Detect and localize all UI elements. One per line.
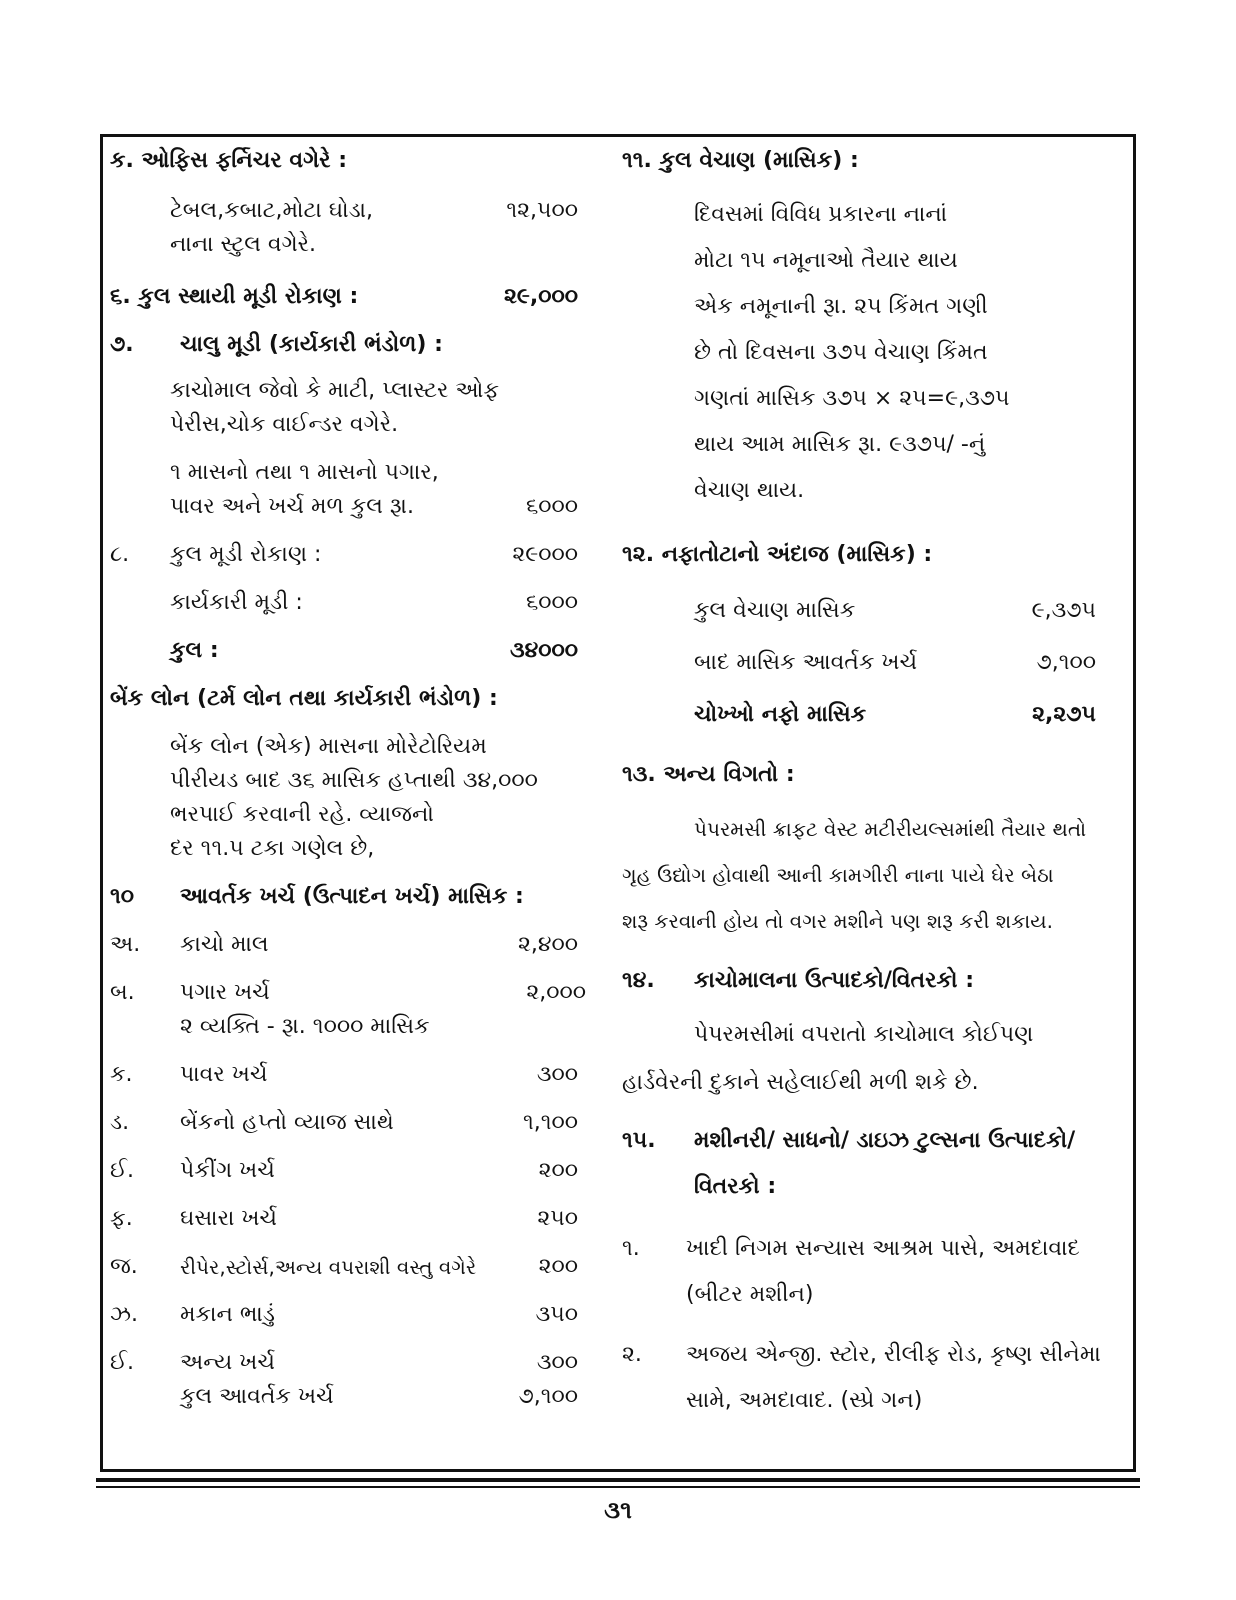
expense-label: પગાર ખર્ચ	[180, 980, 270, 1005]
footer-rule-thick	[96, 1478, 1140, 1482]
heading-working-capital: ચાલુ મૂડી (કાર્યકારી ભંડોળ) :	[180, 332, 443, 357]
heading-bank-loan: બેંક લોન (ટર્મ લોન તથા કાર્યકારી ભંડોળ) :	[110, 686, 498, 711]
expense-label: કાચો માલ	[180, 932, 269, 957]
details-paragraph-line: શરૂ કરવાની હોય તો વગર મશીને પણ શરૂ કરી શકાય.	[622, 909, 1053, 933]
suppliers-paragraph-line: પેપરમસીમાં વપરાતો કાચોમાલ કોઈપણ	[694, 1022, 1034, 1047]
heading-office-furniture: ક. ઓફિસ ફર્નિચર વગેરે :	[110, 148, 347, 173]
grand-total-amount: ૩૪૦૦૦	[509, 638, 578, 663]
expense-key: ઈ.	[110, 1350, 134, 1375]
profit-row-label: બાદ માસિક આવર્તક ખર્ચ	[694, 650, 918, 675]
supplier-2-line-2: સામે, અમદાવાદ. (સ્પ્રે ગન)	[686, 1388, 923, 1413]
sales-line: એક નમૂનાની રૂા. ૨૫ કિંમત ગણી	[694, 294, 988, 319]
heading-machinery-suppliers: મશીનરી/ સાધનો/ ડાઇઝ ટુલ્સના ઉત્પાદકો/	[694, 1128, 1076, 1153]
supplier-1-line-1: ખાદી નિગમ સન્યાસ આશ્રમ પાસે, અમદાવાદ	[686, 1236, 1080, 1261]
furniture-amount: ૧૨,૫૦૦	[506, 198, 578, 223]
expense-amount: ૨,૦૦૦	[526, 980, 586, 1005]
expense-amount: ૨૦૦	[538, 1254, 578, 1279]
expense-amount: ૨,૪૦૦	[517, 932, 578, 957]
wage-amount: ૬૦૦૦	[525, 494, 578, 519]
sales-line: છે તો દિવસના ૩૭૫ વેચાણ કિંમત	[694, 340, 988, 365]
expense-key: ક.	[110, 1062, 133, 1087]
heading-7-number: ૭.	[110, 332, 134, 357]
expense-label: પાવર ખર્ચ	[180, 1062, 268, 1087]
expense-key: ડ.	[110, 1110, 130, 1135]
raw-material-line-2: પેરીસ,ચોક વાઈન્ડર વગેરે.	[170, 412, 399, 437]
furniture-line-1: ટેબલ,કબાટ,મોટા ઘોડા,	[170, 198, 374, 223]
total-capital-label: કુલ મૂડી રોકાણ :	[170, 542, 322, 567]
expense-key: ઝ.	[110, 1302, 138, 1327]
supplier-1-line-2: (બીટર મશીન)	[686, 1282, 814, 1307]
expense-amount: ૩૦૦	[536, 1062, 578, 1087]
raw-material-line-1: કાચોમાલ જેવો કે માટી, પ્લાસ્ટર ઓફ	[170, 378, 500, 403]
suppliers-paragraph-line: હાર્ડવેરની દુકાને સહેલાઈથી મળી શકે છે.	[622, 1070, 979, 1095]
heading-15-number: ૧૫.	[622, 1128, 656, 1153]
supplier-2-line-1: અજય એન્જી. સ્ટોર, રીલીફ રોડ, કૃષ્ણ સીનેમા	[686, 1342, 1101, 1367]
wage-line-1: ૧ માસનો તથા ૧ માસનો પગાર,	[170, 460, 439, 485]
profit-row-amount: ૨,૨૭૫	[1032, 702, 1096, 727]
sales-line: ગણતાં માસિક ૩૭૫ × ૨૫=૯,૩૭૫	[694, 386, 1010, 411]
sales-line: થાય આમ માસિક રૂા. ૯૩૭૫/ -નું	[694, 432, 986, 457]
expense-label: અન્ય ખર્ચ	[180, 1350, 275, 1375]
working-capital-amount: ૬૦૦૦	[525, 590, 578, 615]
heading-recurring-expense: આવર્તક ખર્ચ (ઉત્પાદન ખર્ચ) માસિક :	[180, 884, 524, 909]
sales-line: દિવસમાં વિવિધ પ્રકારના નાનાં	[694, 202, 948, 227]
bank-loan-line-2: પીરીયડ બાદ ૩૬ માસિક હપ્તાથી ૩૪,૦૦૦	[170, 768, 538, 793]
bank-loan-line-4: દર ૧૧.૫ ટકા ગણેલ છે,	[170, 836, 375, 861]
expense-label: મકાન ભાડું	[180, 1302, 275, 1327]
working-capital-label: કાર્યકારી મૂડી :	[170, 590, 303, 615]
profit-row-label: કુલ વેચાણ માસિક	[694, 598, 856, 623]
heading-fixed-capital: ૬. કુલ સ્થાયી મૂડી રોકાણ :	[110, 284, 359, 309]
details-paragraph-line: ગૃહ ઉદ્યોગ હોવાથી આની કામગીરી નાના પાયે ઘેર બેઠા	[622, 863, 1054, 887]
heading-machinery-suppliers-cont: વિતરકો :	[694, 1174, 777, 1199]
profit-row-amount: ૯,૩૭૫	[1031, 598, 1096, 623]
page-number: ૩૧	[604, 1496, 632, 1524]
expense-key: બ.	[110, 980, 135, 1005]
expense-amount: ૧,૧૦૦	[522, 1110, 578, 1135]
heading-other-details: ૧૩. અન્ય વિગતો :	[622, 762, 795, 787]
profit-row-label: ચોખ્ખો નફો માસિક	[694, 702, 867, 727]
expense-key: અ.	[110, 932, 141, 957]
expense-key: ફ.	[110, 1206, 133, 1231]
heading-total-sales: ૧૧. કુલ વેચાણ (માસિક) :	[622, 148, 859, 173]
expense-key: જ.	[110, 1254, 138, 1279]
fixed-capital-amount: ૨૯,૦૦૦	[503, 284, 578, 309]
expense-sub-line: ૨ વ્યક્તિ - રૂા. ૧૦૦૦ માસિક	[180, 1014, 430, 1039]
sales-line: મોટા ૧૫ નમૂનાઓ તૈયાર થાય	[694, 248, 958, 273]
grand-total-label: કુલ :	[170, 638, 219, 663]
heading-14-number: ૧૪.	[622, 968, 655, 993]
heading-raw-material-suppliers: કાચોમાલના ઉત્પાદકો/વિતરકો :	[694, 968, 975, 993]
expense-label: રીપેર,સ્ટોર્સ,અન્ય વપરાશી વસ્તુ વગેરે	[180, 1255, 477, 1279]
heading-10-number: ૧૦	[110, 884, 135, 909]
furniture-line-2: નાના સ્ટુલ વગેરે.	[170, 232, 317, 257]
profit-row-amount: ૭,૧૦૦	[1036, 650, 1096, 675]
bank-loan-line-1: બેંક લોન (એક) માસના મોરેટોરિયમ	[170, 734, 487, 759]
expense-label: બેંકનો હપ્તો વ્યાજ સાથે	[180, 1110, 394, 1135]
expense-label: ઘસારા ખર્ચ	[180, 1206, 278, 1231]
recurring-total-amount: ૭,૧૦૦	[518, 1384, 578, 1409]
footer-rule-thin	[96, 1486, 1140, 1488]
expense-label: પેકીંગ ખર્ચ	[180, 1158, 275, 1183]
expense-amount: ૨૦૦	[538, 1158, 578, 1183]
supplier-2-number: ૨.	[622, 1342, 642, 1367]
supplier-1-number: ૧.	[622, 1236, 640, 1261]
sales-line: વેચાણ થાય.	[694, 478, 805, 503]
expense-amount: ૩૦૦	[536, 1350, 578, 1375]
total-capital-amount: ૨૯૦૦૦	[512, 542, 578, 567]
expense-key: ઈ.	[110, 1158, 134, 1183]
heading-8-number: ૮.	[110, 542, 130, 567]
bank-loan-line-3: ભરપાઈ કરવાની રહે. વ્યાજનો	[170, 802, 434, 827]
expense-amount: ૩૫૦	[535, 1302, 578, 1327]
recurring-total-label: કુલ આવર્તક ખર્ચ	[180, 1384, 334, 1409]
expense-amount: ૨૫૦	[537, 1206, 578, 1231]
details-paragraph-line: પેપરમસી ક્રાફટ વેસ્ટ મટીરીયલ્સમાંથી તૈયાર થતો	[694, 817, 1087, 841]
heading-profit-estimate: ૧૨. નફાતોટાનો અંદાજ (માસિક) :	[622, 542, 933, 567]
wage-line-2: પાવર અને ખર્ચ મળ કુલ રૂા.	[170, 494, 414, 519]
